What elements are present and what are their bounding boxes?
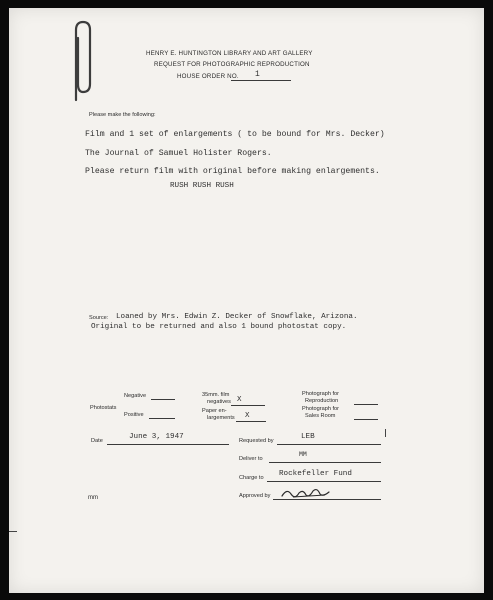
institution-title: HENRY E. HUNTINGTON LIBRARY AND ART GALLERY [146,50,313,57]
source-line-1: Loaned by Mrs. Edwin Z. Decker of Snowflake, Arizona. [116,313,358,321]
film-label-1: 35mm. film [202,392,230,398]
film-mark: X [237,396,242,404]
negative-line [151,399,175,400]
photostats-label: Photostats [90,405,117,411]
instructions-intro: Please make the following: [89,112,156,118]
paper-clip-icon [66,20,100,104]
paper-line [236,421,266,422]
instruction-line-3: Please return film with original before making enlargements. [85,167,380,176]
requested-by-value: LEB [301,433,315,441]
requested-by-line [277,444,381,445]
negative-label: Negative [124,393,147,399]
deliver-to-line [269,462,381,463]
instruction-line-2: The Journal of Samuel Holister Rogers. [85,149,272,158]
film-line [231,405,265,406]
photo-repro-line [354,404,378,405]
instruction-line-1: Film and 1 set of enlargements ( to be bound for Mrs. Decker) [85,130,385,139]
charge-to-value: Rockefeller Fund [279,470,352,478]
film-label-2: negatives [207,399,231,405]
house-order-value: 1 [255,70,260,79]
scan-mark [385,429,386,437]
rush-note: RUSH RUSH RUSH [170,182,234,190]
photo-repro-label-2: Reproduction [305,398,339,404]
footer-initials: mm [88,495,98,501]
photo-sales-line [354,419,378,420]
document-sheet [9,8,484,593]
scan-mark [9,531,17,532]
charge-to-label: Charge to [239,475,264,481]
positive-line [149,418,175,419]
date-value: June 3, 1947 [129,433,184,441]
paper-label-2: largements [207,415,235,421]
positive-label: Positive [124,412,144,418]
photo-sales-label-1: Photograph for [302,406,340,412]
requested-by-label: Requested by [239,438,274,444]
paper-label-1: Paper en- [202,408,227,414]
source-label: Source: [89,315,109,321]
date-label: Date [91,438,103,444]
deliver-to-label: Deliver to [239,456,263,462]
photo-sales-label-2: Sales Room [305,413,336,419]
paper-mark: X [245,412,250,420]
house-order-line [231,80,291,81]
form-title: REQUEST FOR PHOTOGRAPHIC REPRODUCTION [154,61,310,68]
deliver-to-value: MM [299,451,307,458]
source-line-2: Original to be returned and also 1 bound photostat copy. [91,323,347,331]
approved-by-label: Approved by [239,493,271,499]
house-order-label: HOUSE ORDER NO. [177,73,239,80]
approval-signature [279,484,335,500]
charge-to-line [267,481,381,482]
photo-repro-label-1: Photograph for [302,391,340,397]
date-line [107,444,229,445]
